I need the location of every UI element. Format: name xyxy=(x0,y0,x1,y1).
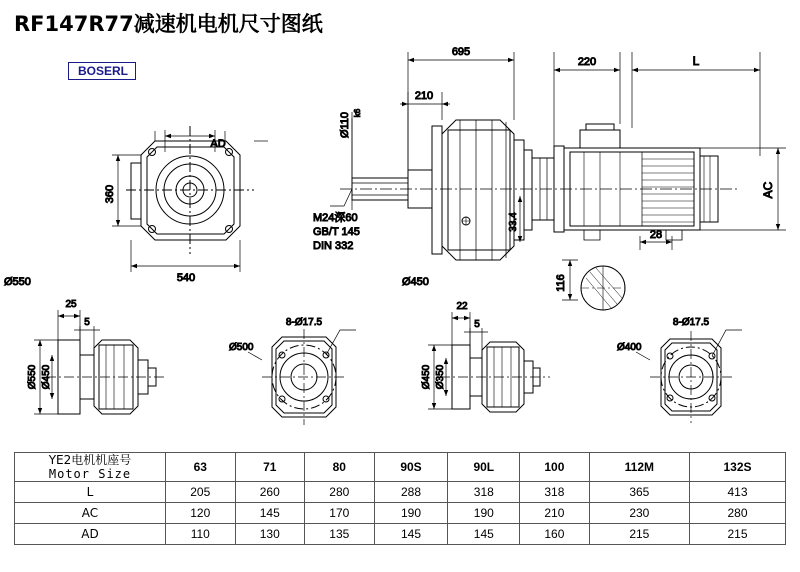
note-leader xyxy=(330,189,352,206)
dim-33-4: 33.4 xyxy=(508,212,519,232)
note-line2: GB/T 145 xyxy=(313,226,360,238)
dim-110k6: Ø110 xyxy=(339,111,351,139)
holes-right-label: 8-Ø17.5 xyxy=(672,317,710,328)
cell-AC-2: 170 xyxy=(305,503,375,524)
cell-L-7: 413 xyxy=(690,482,786,503)
dim-25: 25 xyxy=(65,299,77,310)
logo-text: BOSERL xyxy=(77,64,128,78)
row-label-L: L xyxy=(15,482,166,503)
table-header-label-en: Motor Size xyxy=(48,467,132,481)
cell-AC-1: 145 xyxy=(235,503,305,524)
dim-220: 220 xyxy=(577,56,597,68)
dim-450-v2: Ø450 xyxy=(421,364,432,390)
cell-L-5: 318 xyxy=(520,482,590,503)
cell-AC-0: 120 xyxy=(166,503,236,524)
table-header-size-1: 71 xyxy=(235,453,305,482)
cell-AD-7: 215 xyxy=(690,524,786,545)
dim-L: L xyxy=(692,54,700,68)
table-header-label xyxy=(15,453,166,482)
note-line3: DIN 332 xyxy=(313,240,354,252)
cell-L-3: 288 xyxy=(374,482,448,503)
table-header-label-cn: YE2电机机座号 xyxy=(48,453,132,467)
cell-AC-5: 210 xyxy=(520,503,590,524)
cell-AD-0: 110 xyxy=(166,524,236,545)
holes-left-label: 8-Ø17.5 xyxy=(285,317,323,328)
cell-AD-1: 130 xyxy=(235,524,305,545)
dim-22: 22 xyxy=(456,301,468,312)
row-label-AD: AD xyxy=(15,524,166,545)
table-header-size-3: 90S xyxy=(374,453,448,482)
cell-AC-6: 230 xyxy=(589,503,689,524)
cell-L-4: 318 xyxy=(448,482,520,503)
view-bottom-1 xyxy=(34,310,166,414)
table-row xyxy=(15,482,786,503)
dim-110k6-sub: k6 xyxy=(353,108,362,118)
cell-L-2: 280 xyxy=(305,482,375,503)
dim-450: Ø450 xyxy=(402,276,429,288)
dim-350-v: Ø350 xyxy=(435,364,446,390)
row-label-AC: AC xyxy=(15,503,166,524)
view-bottom-3 xyxy=(428,312,550,412)
table-header-size-5: 100 xyxy=(520,453,590,482)
page-title: RF147R77减速机电机尺寸图纸 xyxy=(14,12,323,36)
dim-540: 540 xyxy=(176,272,196,284)
cell-AD-5: 160 xyxy=(520,524,590,545)
table-header-size-6: 112M xyxy=(589,453,689,482)
cell-AC-4: 190 xyxy=(448,503,520,524)
table-row xyxy=(15,503,786,524)
table-row xyxy=(15,524,786,545)
cell-L-0: 205 xyxy=(166,482,236,503)
table-header-size-7: 132S xyxy=(690,453,786,482)
view-bottom-4 xyxy=(636,330,742,423)
table-header-size-2: 80 xyxy=(305,453,375,482)
table-header-size-0: 63 xyxy=(166,453,236,482)
cell-L-1: 260 xyxy=(235,482,305,503)
dim-400: Ø400 xyxy=(617,342,642,353)
dim-210: 210 xyxy=(414,90,434,102)
dim-550: Ø550 xyxy=(4,276,31,288)
dim-116: 116 xyxy=(555,274,567,292)
dim-360: 360 xyxy=(104,184,116,204)
dim-AC: AC xyxy=(761,181,775,199)
cell-AD-3: 145 xyxy=(374,524,448,545)
view-bottom-2 xyxy=(248,329,356,425)
cell-L-6: 365 xyxy=(589,482,689,503)
cell-AC-3: 190 xyxy=(374,503,448,524)
dim-5-a: 5 xyxy=(84,317,90,328)
cell-AC-7: 280 xyxy=(690,503,786,524)
dim-695-group xyxy=(408,52,514,170)
motor-size-table xyxy=(14,452,786,545)
cell-AD-4: 145 xyxy=(448,524,520,545)
dim-28: 28 xyxy=(649,229,663,241)
detail-shaft-circle xyxy=(562,236,672,310)
view-front-left xyxy=(112,126,268,272)
table-header-size-4: 90L xyxy=(448,453,520,482)
dim-695: 695 xyxy=(451,46,471,58)
dim-450-v: Ø450 xyxy=(41,364,52,390)
cell-AD-2: 135 xyxy=(305,524,375,545)
dim-500: Ø500 xyxy=(229,342,254,353)
dim-5-b: 5 xyxy=(474,319,480,330)
cell-AD-6: 215 xyxy=(589,524,689,545)
dim-550-v: Ø550 xyxy=(27,364,38,390)
note-line1: M24深60 xyxy=(313,212,358,224)
dim-AD: AD xyxy=(210,138,226,150)
view-assembly xyxy=(340,120,740,260)
